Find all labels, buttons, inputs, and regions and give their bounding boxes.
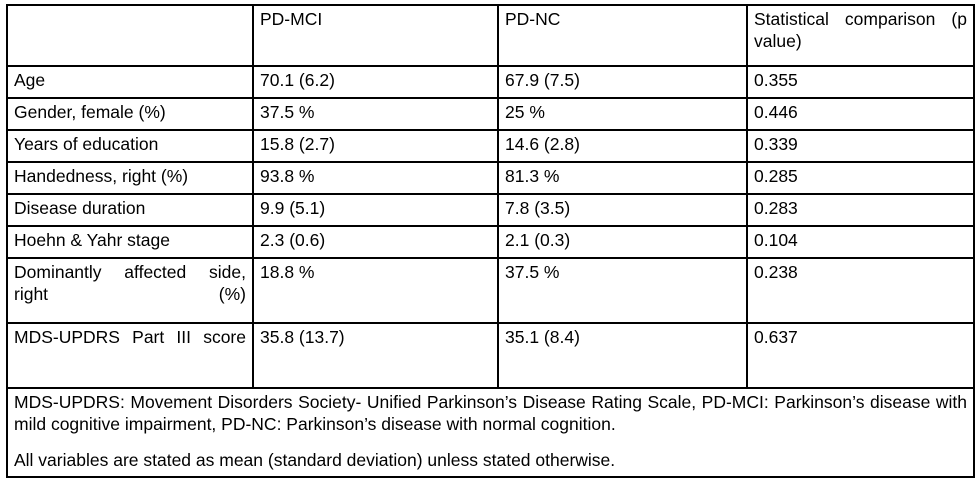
row-value-pd-nc: 35.1 (8.4) [498,323,747,388]
header-cell-pd-mci: PD-MCI [253,5,498,66]
row-label-years-of-education: Years of education [7,130,253,162]
row-label-hoehn-yahr-stage: Hoehn & Yahr stage [7,226,253,258]
clinical-characteristics-table [6,4,975,478]
row-value-pd-mci: 93.8 % [253,162,498,194]
row-value-p: 0.446 [747,98,974,130]
table-row [7,323,974,388]
row-value-p: 0.104 [747,226,974,258]
table-row [7,226,974,258]
row-label-handedness-right: Handedness, right (%) [7,162,253,194]
footnote-variables-note: All variables are stated as mean (standard deviation) unless stated otherwise. [14,449,616,470]
table-row [7,130,974,162]
header-cell-statistical-comparison: Statistical comparison (p value) [747,5,974,66]
row-label-mds-updrs-part-iii-score: MDS-UPDRS Part III score [7,323,253,388]
header-cell-pd-nc: PD-NC [498,5,747,66]
row-value-pd-mci: 9.9 (5.1) [253,194,498,226]
row-value-pd-mci: 37.5 % [253,98,498,130]
table-row [7,162,974,194]
row-value-pd-mci: 70.1 (6.2) [253,66,498,98]
row-value-pd-nc: 7.8 (3.5) [498,194,747,226]
table-row [7,98,974,130]
row-value-pd-mci: 18.8 % [253,258,498,323]
header-corner-cell [7,5,253,66]
table-row [7,258,974,323]
row-value-pd-nc: 25 % [498,98,747,130]
table-row [7,194,974,226]
footnote-spacer [14,436,967,450]
row-value-pd-nc: 2.1 (0.3) [498,226,747,258]
table-footnote-row [7,388,974,477]
row-value-p: 0.637 [747,323,974,388]
row-value-pd-nc: 67.9 (7.5) [498,66,747,98]
row-value-pd-mci: 15.8 (2.7) [253,130,498,162]
table-header-row [7,5,974,66]
row-label-gender-female: Gender, female (%) [7,98,253,130]
row-value-pd-nc: 81.3 % [498,162,747,194]
footnote-abbreviations: MDS-UPDRS: Movement Disorders Society- Unified Parkinson’s Disease Rating Scale, PD-MCI: Parkinson’s disease with mild cognitive impairment, PD-NC: Parkinson’s disease with normal cognition. [14,392,967,434]
row-value-p: 0.285 [747,162,974,194]
row-value-pd-mci: 35.8 (13.7) [253,323,498,388]
row-value-pd-nc: 14.6 (2.8) [498,130,747,162]
row-value-pd-nc: 37.5 % [498,258,747,323]
row-value-p: 0.355 [747,66,974,98]
table-row [7,66,974,98]
row-value-p: 0.339 [747,130,974,162]
table-footnotes [7,388,974,477]
row-value-p: 0.283 [747,194,974,226]
row-label-age: Age [7,66,253,98]
row-label-disease-duration: Disease duration [7,194,253,226]
row-label-dominantly-affected-side: Dominantly affected side, right (%) [7,258,253,323]
row-value-pd-mci: 2.3 (0.6) [253,226,498,258]
row-value-p: 0.238 [747,258,974,323]
